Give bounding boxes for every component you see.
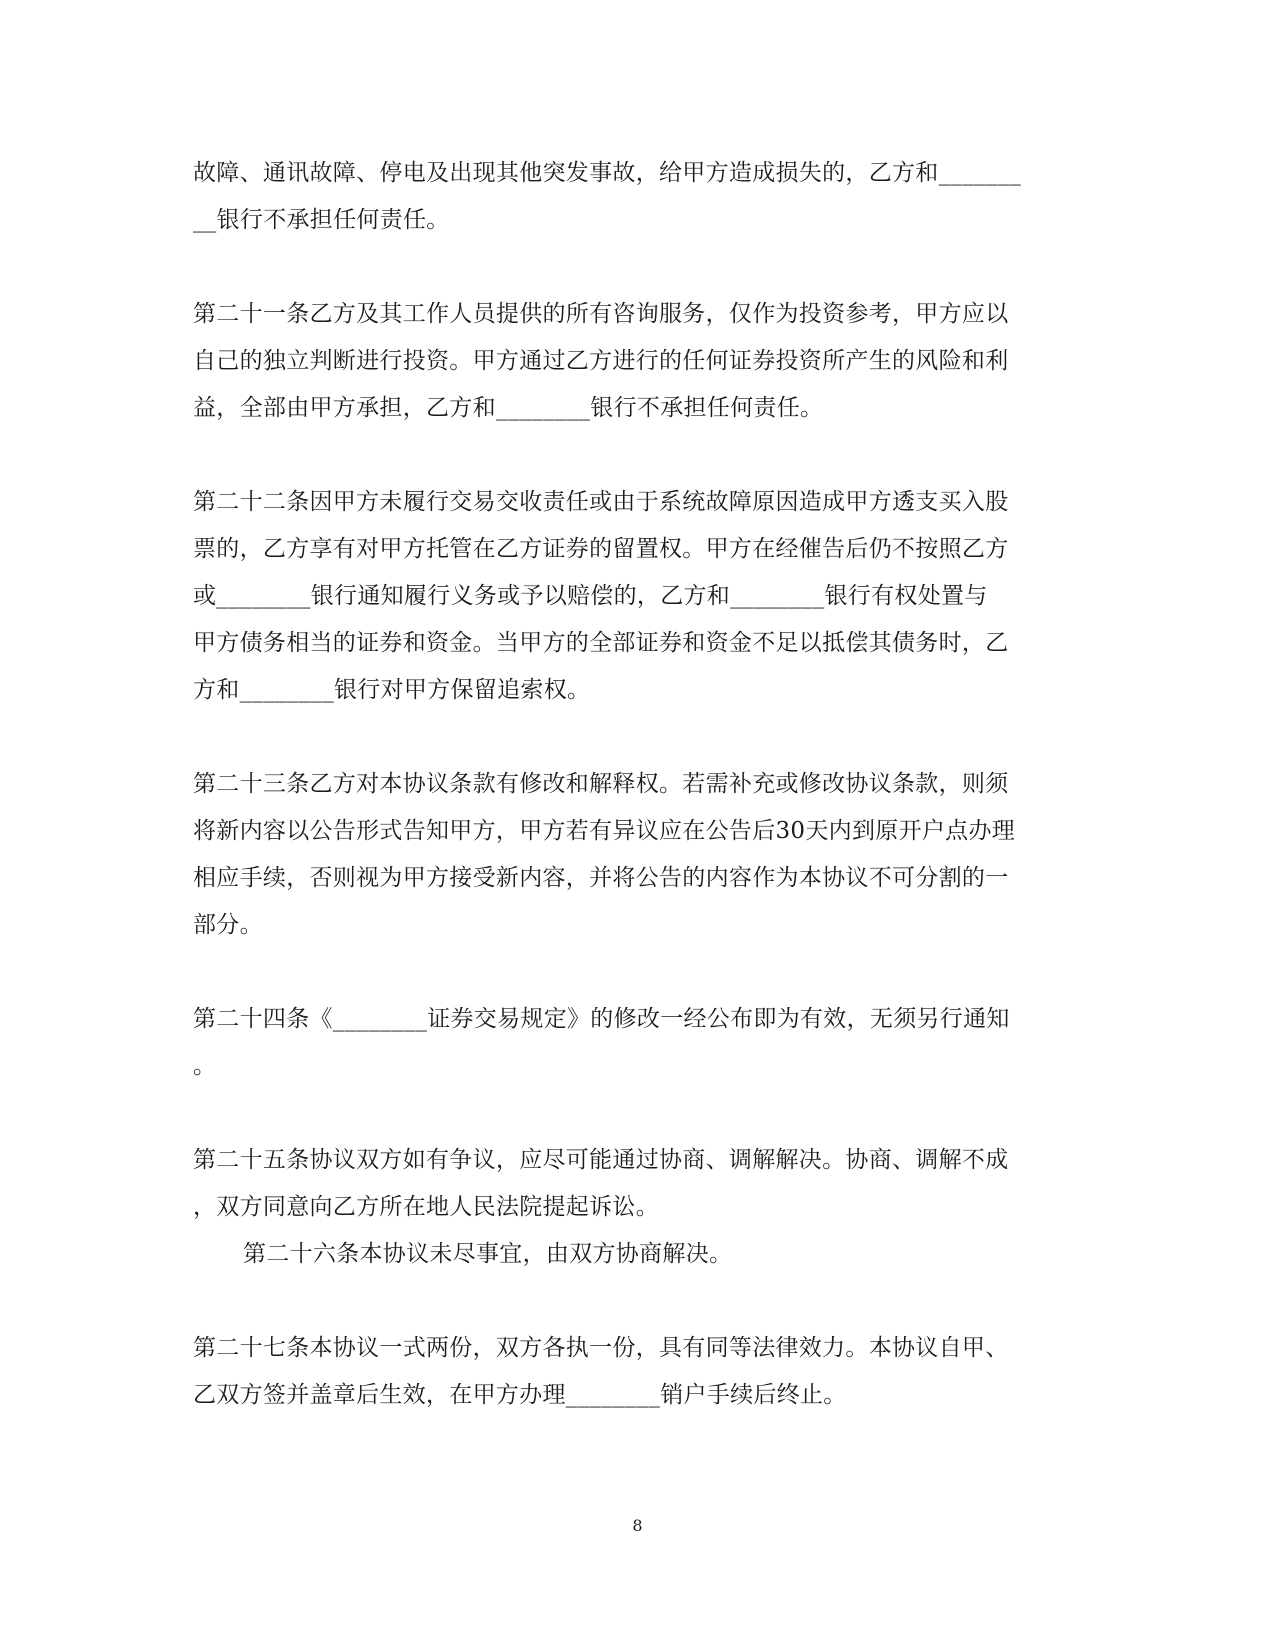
text-line: 益，全部由甲方承担，乙方和________银行不承担任何责任。 (193, 395, 824, 421)
text-line: 第二十一条乙方及其工作人员提供的所有咨询服务，仅作为投资参考，甲方应以 (193, 301, 1009, 327)
text-line: 第二十六条本协议未尽事宜，由双方协商解决。 (243, 1241, 733, 1267)
text-line: __银行不承担任何责任。 (193, 207, 450, 233)
text-line: 第二十七条本协议一式两份，双方各执一份，具有同等法律效力。本协议自甲、 (193, 1335, 1009, 1361)
text-line: 第二十三条乙方对本协议条款有修改和解释权。若需补充或修改协议条款，则须 (193, 771, 1009, 797)
text-line: 第二十四条《________证券交易规定》的修改一经公布即为有效，无须另行通知 (193, 1006, 1010, 1032)
text-line: 部分。 (193, 912, 263, 938)
text-line: 甲方债务相当的证券和资金。当甲方的全部证券和资金不足以抵偿其债务时，乙 (193, 630, 1009, 656)
text-line: 第二十二条因甲方未履行交易交收责任或由于系统故障原因造成甲方透支买入股 (193, 489, 1009, 515)
text-line: 。 (193, 1053, 217, 1079)
text-line: 故障、通讯故障、停电及出现其他突发事故，给甲方造成损失的，乙方和_______ (193, 160, 1022, 186)
text-line: ，双方同意向乙方所在地人民法院提起诉讼。 (193, 1194, 659, 1220)
page-number: 8 (632, 1516, 643, 1535)
text-line: 乙双方签并盖章后生效，在甲方办理________销户手续后终止。 (193, 1382, 847, 1408)
text-line: 自己的独立判断进行投资。甲方通过乙方进行的任何证券投资所产生的风险和利 (193, 348, 1009, 374)
text-line: 将新内容以公告形式告知甲方，甲方若有异议应在公告后30天内到原开户点办理 (193, 818, 1016, 844)
text-line: 或________银行通知履行义务或予以赔偿的，乙方和________银行有权处置与 (193, 583, 988, 609)
text-line: 票的，乙方享有对甲方托管在乙方证券的留置权。甲方在经催告后仍不按照乙方 (193, 536, 1009, 562)
text-line: 方和________银行对甲方保留追索权。 (193, 677, 591, 703)
text-line: 相应手续，否则视为甲方接受新内容，并将公告的内容作为本协议不可分割的一 (193, 865, 1009, 891)
text-line: 第二十五条协议双方如有争议，应尽可能通过协商、调解解决。协商、调解不成 (193, 1147, 1009, 1173)
